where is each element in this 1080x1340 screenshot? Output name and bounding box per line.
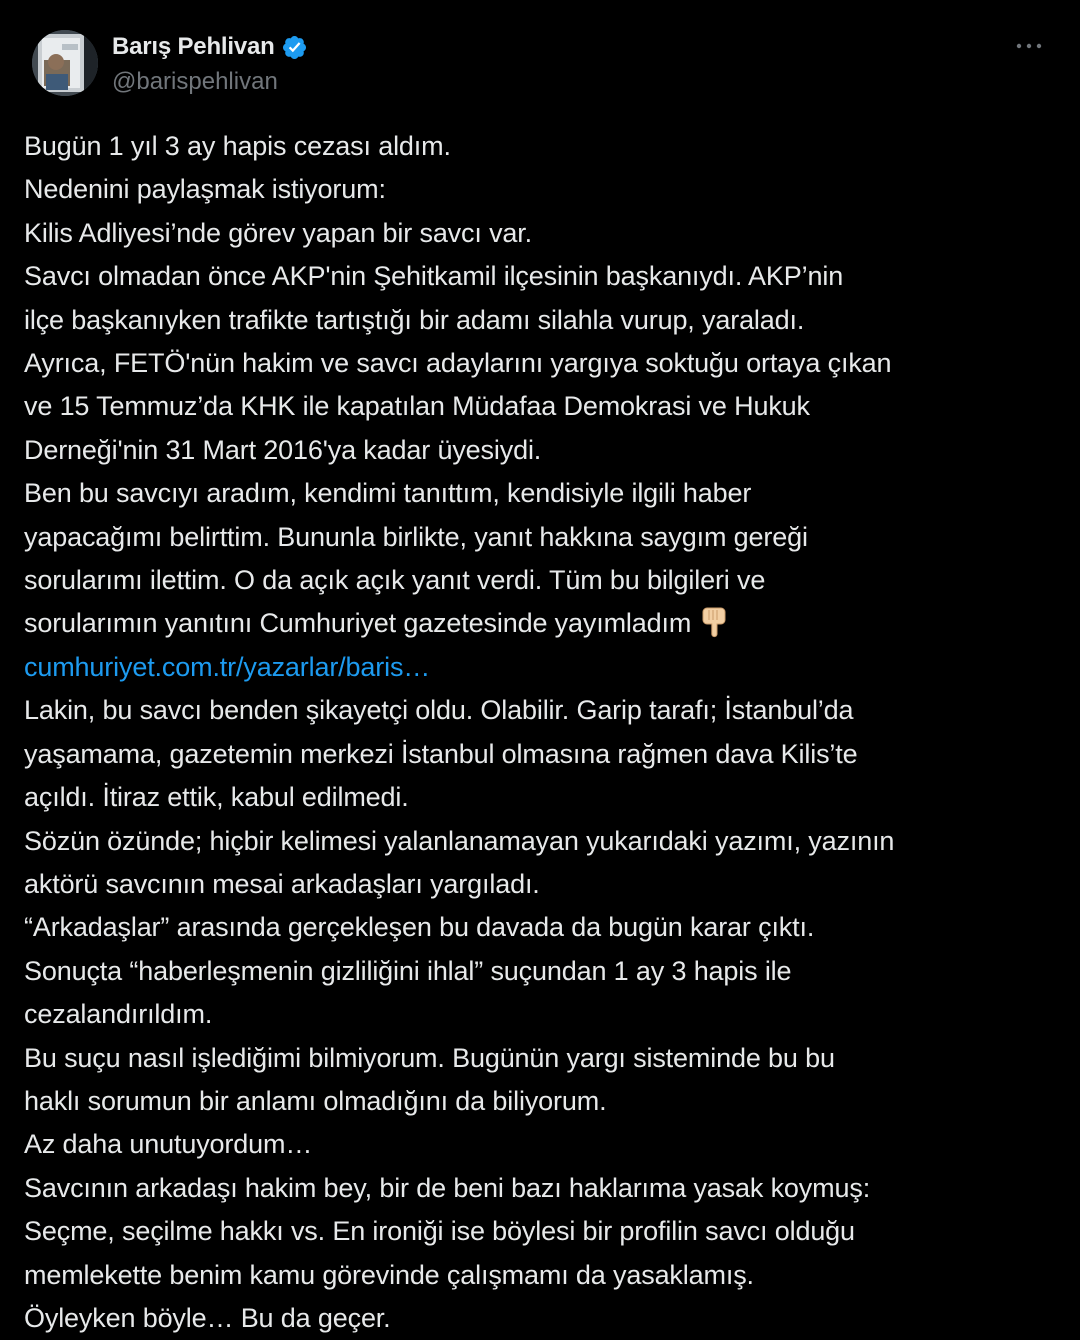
tweet-line: Az daha unutuyordum… [24, 1129, 313, 1160]
tweet-line: ve 15 Temmuz’da KHK ile kapatılan Müdafaa Demokrasi ve Hukuk [24, 391, 810, 422]
display-name[interactable]: Barış Pehlivan [112, 33, 275, 60]
tweet-line: Seçme, seçilme hakkı vs. En ironiği ise böylesi bir profilin savcı olduğu [24, 1216, 855, 1247]
backhand-index-pointing-down-icon [699, 606, 729, 638]
tweet-line: aktörü savcının mesai arkadaşları yargıladı. [24, 868, 540, 899]
tweet-line: Lakin, bu savcı benden şikayetçi oldu. Olabilir. Garip tarafı; İstanbul’da [24, 695, 854, 726]
tweet-line: Sözün özünde; hiçbir kelimesi yalanlanamayan yukarıdaki yazımı, yazının [24, 825, 895, 856]
tweet-line: yapacağımı belirttim. Bununla birlikte, yanıt hakkına saygım gereği [24, 521, 808, 552]
tweet-line: Derneği'nin 31 Mart 2016'ya kadar üyesiydi. [24, 434, 542, 465]
tweet-line-with-emoji [24, 602, 1064, 645]
tweet-header [32, 30, 1052, 102]
article-link-line [24, 646, 1064, 689]
tweet-line: Ben bu savcıyı aradım, kendimi tanıttım, kendisiyle ilgili haber [24, 478, 752, 509]
tweet-line: Savcı olmadan önce AKP'nin Şehitkamil ilçesinin başkanıydı. AKP’nin [24, 261, 844, 292]
tweet-line: Savcının arkadaşı hakim bey, bir de beni bazı haklarıma yasak koymuş: [24, 1172, 871, 1203]
display-name-row [112, 30, 308, 64]
avatar-photo [32, 30, 98, 96]
tweet-line: yaşamama, gazetemin merkezi İstanbul olmasına rağmen dava Kilis’te [24, 738, 858, 769]
tweet-line: Ayrıca, FETÖ'nün hakim ve savcı adaylarını yargıya soktuğu ortaya çıkan [24, 348, 892, 379]
handle[interactable]: @barispehlivan [112, 68, 278, 95]
tweet-line: ilçe başkanıyken trafikte tartıştığı bir adamı silahla vurup, yaraladı. [24, 304, 805, 335]
avatar[interactable] [32, 30, 98, 96]
tweet-line: Bugün 1 yıl 3 ay hapis cezası aldım. [24, 131, 451, 161]
tweet-line: “Arkadaşlar” arasında gerçekleşen bu davada da bugün karar çıktı. [24, 912, 815, 943]
verified-badge-icon[interactable] [281, 34, 308, 61]
tweet-line: Öyleyken böyle… Bu da geçer. [24, 1302, 391, 1333]
tweet-line: memlekette benim kamu görevinde çalışmamı da yasaklamış. [24, 1259, 754, 1290]
tweet-line-text: sorularımın yanıtını Cumhuriyet gazetesinde yayımladım [24, 608, 692, 639]
tweet-line: Sonuçta “haberleşmenin gizliliğini ihlal” suçundan 1 ay 3 hapis ile [24, 955, 792, 986]
tweet-text [24, 125, 1064, 1340]
author-block [112, 30, 308, 96]
more-horizontal-icon[interactable] [1014, 34, 1044, 58]
tweet-line: sorularımı ilettim. O da açık açık yanıt verdi. Tüm bu bilgileri ve [24, 565, 766, 596]
tweet-line: açıldı. İtiraz ettik, kabul edilmedi. [24, 782, 409, 813]
tweet-line: Nedenini paylaşmak istiyorum: [24, 174, 386, 205]
article-link[interactable]: cumhuriyet.com.tr/yazarlar/baris… [24, 651, 431, 682]
tweet-line: cezalandırıldım. [24, 999, 213, 1030]
tweet-line: Bu suçu nasıl işlediğimi bilmiyorum. Bugünün yargı sisteminde bu bu [24, 1042, 835, 1073]
tweet-line: Kilis Adliyesi’nde görev yapan bir savcı var. [24, 217, 533, 248]
tweet-line: haklı sorumun bir anlamı olmadığını da biliyorum. [24, 1085, 607, 1116]
